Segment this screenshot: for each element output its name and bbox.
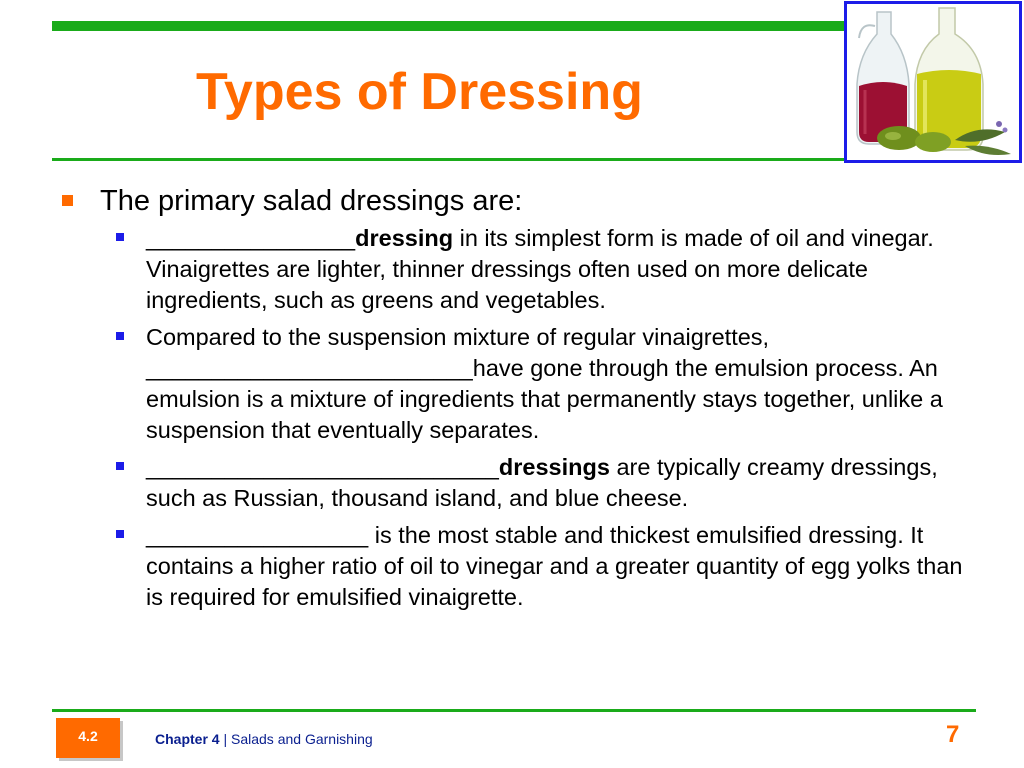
bullet-lead-text: Compared to the suspension mixture of regular vinaigrettes, (146, 324, 770, 350)
section-badge: 4.2 (56, 718, 120, 758)
orange-square-bullet-icon (62, 195, 73, 206)
chapter-separator: | (219, 731, 231, 747)
footer-divider (52, 709, 976, 712)
bold-term: dressings (498, 454, 610, 480)
blue-square-bullet-icon (116, 530, 124, 538)
slide-title: Types of Dressing (196, 63, 643, 121)
fill-blank: ___________________________ (146, 454, 499, 480)
chapter-title: Salads and Garnishing (231, 731, 373, 747)
bold-term: dressing (355, 225, 454, 251)
slide-body (62, 183, 982, 619)
sub-bullet-creamy (62, 452, 982, 514)
chapter-caption (155, 731, 373, 747)
sub-bullet-emulsified (62, 322, 982, 446)
fill-blank: _________________ (146, 522, 369, 548)
bullet-text: is the most stable and thickest emulsified dressing. It contains a higher ratio of oil to vinegar and a greater quantity of egg yolks than is required for emulsified vinaigrette. (146, 522, 963, 610)
main-bullet (62, 183, 982, 219)
bullet-text: in its simplest form is made of oil and vinegar. Vinaigrettes are lighter, thinner dressings often used on more delicate ingredients, such as greens and vegetables. (146, 225, 934, 313)
sub-bullet-mayonnaise (62, 520, 982, 613)
blue-square-bullet-icon (116, 462, 124, 470)
chapter-label: Chapter 4 (155, 731, 220, 747)
title-divider (52, 158, 844, 161)
page-number: 7 (946, 721, 960, 748)
sub-bullet-vinaigrette (62, 223, 982, 316)
sub-bullet-list (62, 223, 982, 613)
fill-blank: _________________________ (146, 355, 473, 381)
top-accent-bar (52, 21, 844, 31)
fill-blank: ________________ (146, 225, 356, 251)
blue-square-bullet-icon (116, 233, 124, 241)
blue-square-bullet-icon (116, 332, 124, 340)
bullet-text: are typically creamy dressings, such as Russian, thousand island, and blue cheese. (146, 454, 938, 511)
main-bullet-text: The primary salad dressings are: (100, 185, 523, 217)
bullet-text: have gone through the emulsion process. An emulsion is a mixture of ingredients that permanently stays together, unlike a suspension that eventually separates. (146, 355, 943, 443)
oil-vinegar-bottles-photo (844, 1, 1022, 163)
